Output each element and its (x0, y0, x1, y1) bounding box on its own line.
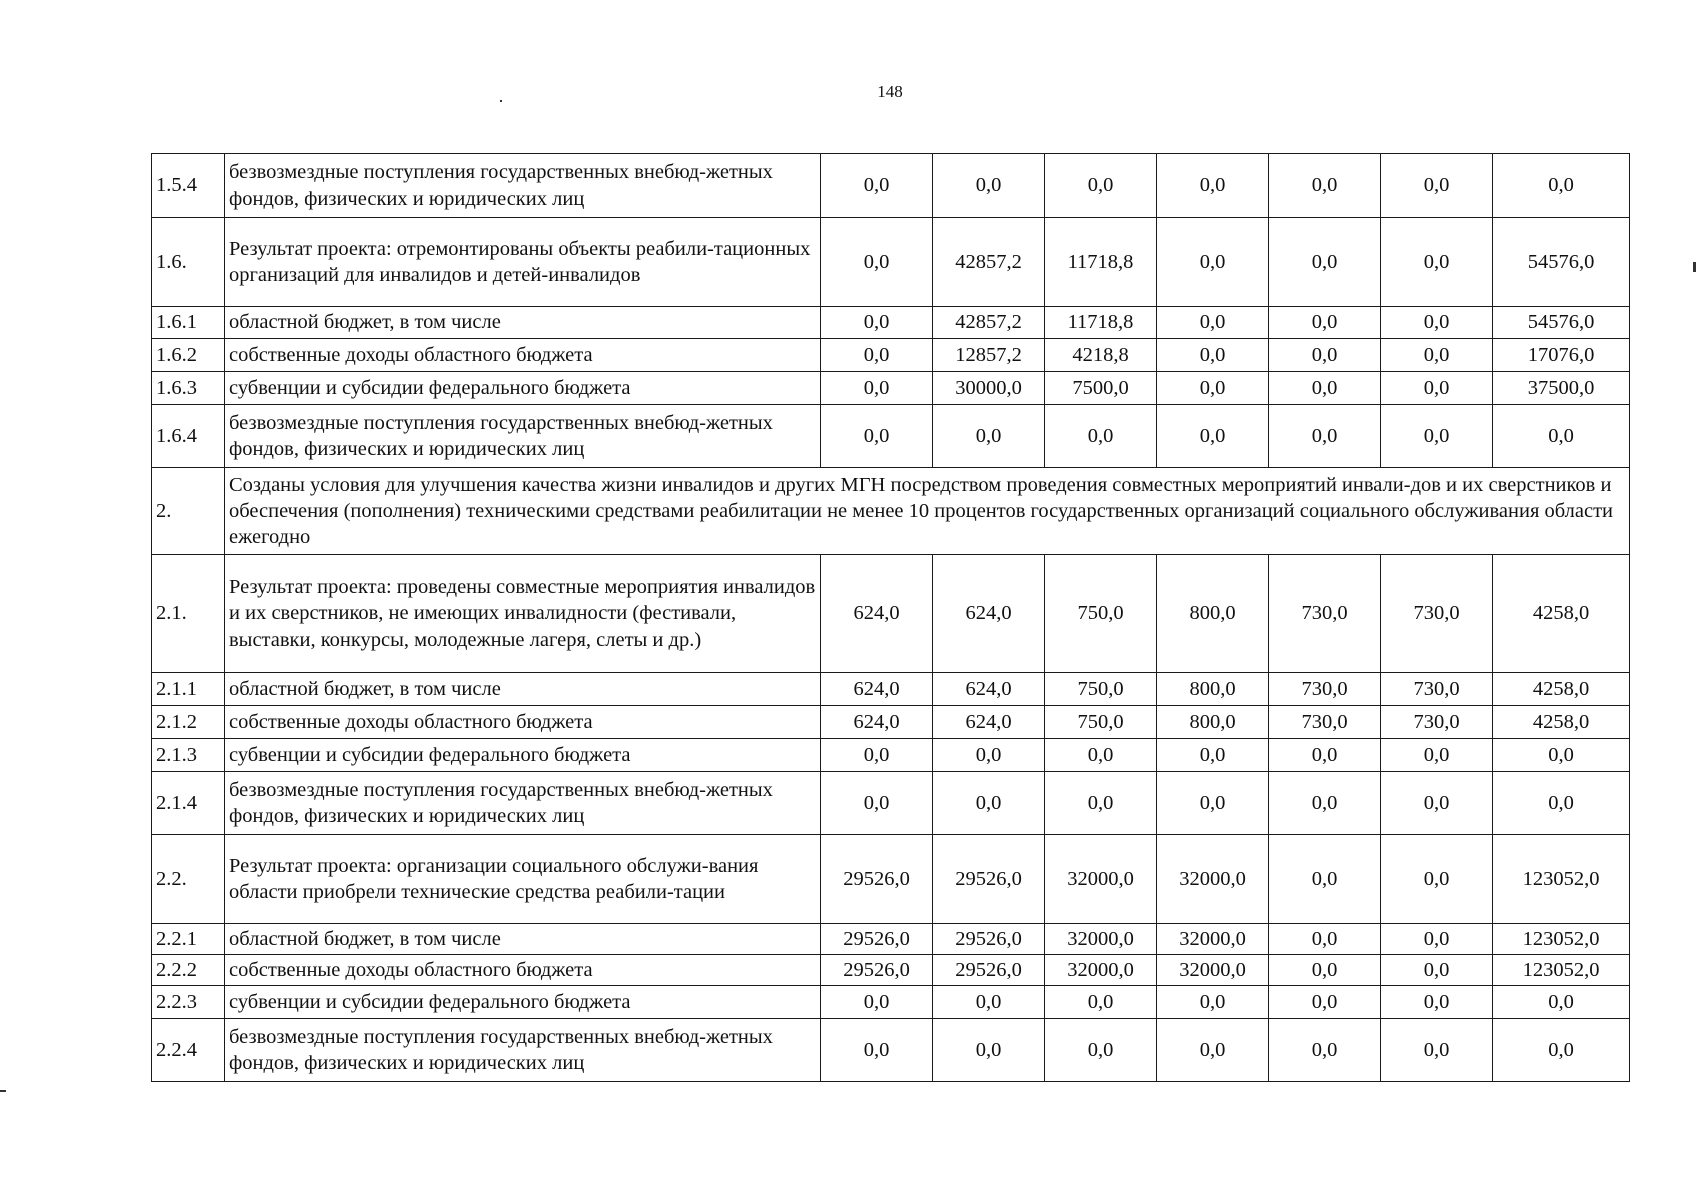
row-value: 0,0 (933, 1019, 1045, 1082)
row-value: 29526,0 (933, 835, 1045, 924)
row-value: 0,0 (1157, 339, 1269, 372)
row-value: 0,0 (1269, 405, 1381, 468)
row-value: 624,0 (933, 555, 1045, 673)
row-value: 0,0 (821, 218, 933, 307)
row-description: безвозмездные поступления государственных внебюд-жетных фондов, физических и юридических лиц (225, 154, 821, 218)
row-value: 0,0 (1157, 986, 1269, 1019)
table-row (152, 924, 1630, 955)
row-code: 2.1.2 (152, 706, 225, 739)
row-code: 1.5.4 (152, 154, 225, 218)
row-code: 2.2.2 (152, 955, 225, 986)
table-row (152, 372, 1630, 405)
row-description: Результат проекта: организации социального обслужи-вания области приобрели технические средства реабили-тации (225, 835, 821, 924)
row-value: 0,0 (1381, 307, 1493, 339)
budget-table (151, 153, 1630, 1082)
table-row (152, 673, 1630, 706)
row-description: областной бюджет, в том числе (225, 924, 821, 955)
row-value: 0,0 (1157, 405, 1269, 468)
table-row (152, 772, 1630, 835)
row-value: 12857,2 (933, 339, 1045, 372)
row-description: областной бюджет, в том числе (225, 673, 821, 706)
row-value: 0,0 (933, 772, 1045, 835)
row-code: 2.2.1 (152, 924, 225, 955)
row-value: 0,0 (933, 154, 1045, 218)
row-value: 54576,0 (1493, 218, 1630, 307)
row-value: 624,0 (821, 555, 933, 673)
row-value: 0,0 (821, 986, 933, 1019)
row-value: 750,0 (1045, 555, 1157, 673)
row-description: субвенции и субсидии федерального бюджета (225, 372, 821, 405)
row-value: 0,0 (1269, 218, 1381, 307)
row-value: 624,0 (933, 673, 1045, 706)
row-value: 0,0 (821, 405, 933, 468)
row-value: 4258,0 (1493, 555, 1630, 673)
row-value: 0,0 (1493, 772, 1630, 835)
row-value: 0,0 (933, 739, 1045, 772)
row-value: 0,0 (821, 739, 933, 772)
row-description: собственные доходы областного бюджета (225, 955, 821, 986)
row-value: 32000,0 (1157, 924, 1269, 955)
row-value: 0,0 (1045, 154, 1157, 218)
row-value: 0,0 (1493, 405, 1630, 468)
row-value: 0,0 (1269, 739, 1381, 772)
scan-speck (1693, 262, 1696, 272)
row-value: 123052,0 (1493, 835, 1630, 924)
row-value: 0,0 (1493, 739, 1630, 772)
row-value: 0,0 (1381, 1019, 1493, 1082)
row-value: 0,0 (1269, 339, 1381, 372)
row-value: 624,0 (821, 673, 933, 706)
row-value: 0,0 (1493, 986, 1630, 1019)
row-value: 800,0 (1157, 706, 1269, 739)
table-row (152, 154, 1630, 218)
row-value: 730,0 (1269, 673, 1381, 706)
row-value: 32000,0 (1045, 924, 1157, 955)
row-value: 750,0 (1045, 673, 1157, 706)
row-value: 32000,0 (1157, 835, 1269, 924)
row-code: 2.1.4 (152, 772, 225, 835)
row-value: 0,0 (1381, 955, 1493, 986)
row-code: 2.2.4 (152, 1019, 225, 1082)
row-value: 0,0 (1157, 307, 1269, 339)
row-value: 800,0 (1157, 673, 1269, 706)
row-value: 0,0 (1381, 372, 1493, 405)
table-row (152, 986, 1630, 1019)
row-value: 0,0 (1269, 307, 1381, 339)
row-value: 0,0 (1269, 986, 1381, 1019)
row-code: 2.2. (152, 835, 225, 924)
row-code: 2.2.3 (152, 986, 225, 1019)
row-value: 0,0 (1045, 986, 1157, 1019)
table-row (152, 955, 1630, 986)
row-value: 0,0 (1045, 1019, 1157, 1082)
table-row (152, 1019, 1630, 1082)
row-value: 7500,0 (1045, 372, 1157, 405)
row-value: 32000,0 (1045, 955, 1157, 986)
row-value: 0,0 (1045, 739, 1157, 772)
row-value: 29526,0 (821, 835, 933, 924)
row-value: 750,0 (1045, 706, 1157, 739)
row-value: 29526,0 (933, 924, 1045, 955)
row-value: 123052,0 (1493, 924, 1630, 955)
row-value: 4258,0 (1493, 673, 1630, 706)
row-code: 1.6.2 (152, 339, 225, 372)
row-value: 4258,0 (1493, 706, 1630, 739)
row-value: 0,0 (1381, 154, 1493, 218)
row-description: собственные доходы областного бюджета (225, 339, 821, 372)
row-code: 2. (152, 468, 225, 555)
table-row (152, 468, 1630, 555)
row-value: 0,0 (821, 339, 933, 372)
row-value: 0,0 (1381, 835, 1493, 924)
row-value: 0,0 (1269, 924, 1381, 955)
row-code: 1.6.4 (152, 405, 225, 468)
page-number: 148 (877, 82, 903, 101)
row-code: 2.1.1 (152, 673, 225, 706)
row-value: 0,0 (1045, 405, 1157, 468)
row-description: субвенции и субсидии федерального бюджета (225, 739, 821, 772)
table-row (152, 555, 1630, 673)
scan-speck (500, 100, 502, 102)
row-value: 0,0 (1381, 772, 1493, 835)
row-code: 2.1. (152, 555, 225, 673)
row-value: 624,0 (933, 706, 1045, 739)
row-value: 42857,2 (933, 218, 1045, 307)
row-value: 32000,0 (1045, 835, 1157, 924)
row-code: 1.6.1 (152, 307, 225, 339)
row-value: 29526,0 (821, 955, 933, 986)
budget-table-body (152, 154, 1630, 1082)
row-description: безвозмездные поступления государственных внебюд-жетных фондов, физических и юридических лиц (225, 405, 821, 468)
row-value: 0,0 (1381, 405, 1493, 468)
row-value: 0,0 (1269, 1019, 1381, 1082)
row-value: 730,0 (1269, 706, 1381, 739)
row-value: 0,0 (1269, 154, 1381, 218)
row-value: 0,0 (1381, 924, 1493, 955)
row-value: 11718,8 (1045, 307, 1157, 339)
row-description: Результат проекта: отремонтированы объекты реабили-тационных организаций для инвалидов и детей-инвалидов (225, 218, 821, 307)
row-value: 0,0 (1269, 772, 1381, 835)
table-row (152, 405, 1630, 468)
row-value: 730,0 (1381, 555, 1493, 673)
row-value: 0,0 (821, 772, 933, 835)
row-value: 730,0 (1381, 706, 1493, 739)
row-description: субвенции и субсидии федерального бюджета (225, 986, 821, 1019)
row-description: Результат проекта: проведены совместные мероприятия инвалидов и их сверстников, не имеющих инвалидности (фестивали, выставки, конкурсы, молодежные лагеря, слеты и др.) (225, 555, 821, 673)
row-value: 0,0 (1157, 372, 1269, 405)
row-value: 54576,0 (1493, 307, 1630, 339)
row-value: 800,0 (1157, 555, 1269, 673)
row-value: 11718,8 (1045, 218, 1157, 307)
row-code: 1.6. (152, 218, 225, 307)
row-value: 730,0 (1269, 555, 1381, 673)
row-description: собственные доходы областного бюджета (225, 706, 821, 739)
row-value: 0,0 (1045, 772, 1157, 835)
row-value: 29526,0 (933, 955, 1045, 986)
row-value: 0,0 (933, 405, 1045, 468)
row-value: 0,0 (1381, 339, 1493, 372)
row-code: 1.6.3 (152, 372, 225, 405)
row-value: 0,0 (1493, 1019, 1630, 1082)
table-row (152, 706, 1630, 739)
table-row (152, 307, 1630, 339)
row-description: безвозмездные поступления государственных внебюд-жетных фондов, физических и юридических лиц (225, 1019, 821, 1082)
row-value: 0,0 (821, 154, 933, 218)
row-code: 2.1.3 (152, 739, 225, 772)
row-value: 0,0 (1269, 955, 1381, 986)
row-value: 0,0 (1157, 772, 1269, 835)
row-value: 0,0 (1493, 154, 1630, 218)
row-value: 42857,2 (933, 307, 1045, 339)
row-value: 0,0 (1269, 372, 1381, 405)
row-value: 0,0 (821, 372, 933, 405)
row-value: 0,0 (1381, 218, 1493, 307)
row-value: 624,0 (821, 706, 933, 739)
row-value: 17076,0 (1493, 339, 1630, 372)
row-value: 0,0 (1157, 218, 1269, 307)
row-value: 29526,0 (821, 924, 933, 955)
row-value: 0,0 (933, 986, 1045, 1019)
row-value: 37500,0 (1493, 372, 1630, 405)
row-value: 0,0 (821, 307, 933, 339)
row-value: 0,0 (1157, 154, 1269, 218)
row-value: 4218,8 (1045, 339, 1157, 372)
row-value: 0,0 (821, 1019, 933, 1082)
row-value: 0,0 (1157, 1019, 1269, 1082)
table-row (152, 739, 1630, 772)
table-row (152, 835, 1630, 924)
table-row (152, 339, 1630, 372)
row-description: областной бюджет, в том числе (225, 307, 821, 339)
row-value: 0,0 (1381, 986, 1493, 1019)
row-value: 730,0 (1381, 673, 1493, 706)
row-value: 0,0 (1381, 739, 1493, 772)
row-value: 0,0 (1157, 739, 1269, 772)
row-description: Созданы условия для улучшения качества жизни инвалидов и других МГН посредством проведения совместных мероприятий инвали-дов и их сверстников и обеспечения (пополнения) техническими средствами реабилитации не менее 10 процентов государственных организаций социального обслуживания области ежегодно (225, 468, 1630, 555)
row-value: 32000,0 (1157, 955, 1269, 986)
table-row (152, 218, 1630, 307)
row-value: 123052,0 (1493, 955, 1630, 986)
scan-speck (0, 1090, 6, 1092)
row-description: безвозмездные поступления государственных внебюд-жетных фондов, физических и юридических лиц (225, 772, 821, 835)
row-value: 30000,0 (933, 372, 1045, 405)
row-value: 0,0 (1269, 835, 1381, 924)
